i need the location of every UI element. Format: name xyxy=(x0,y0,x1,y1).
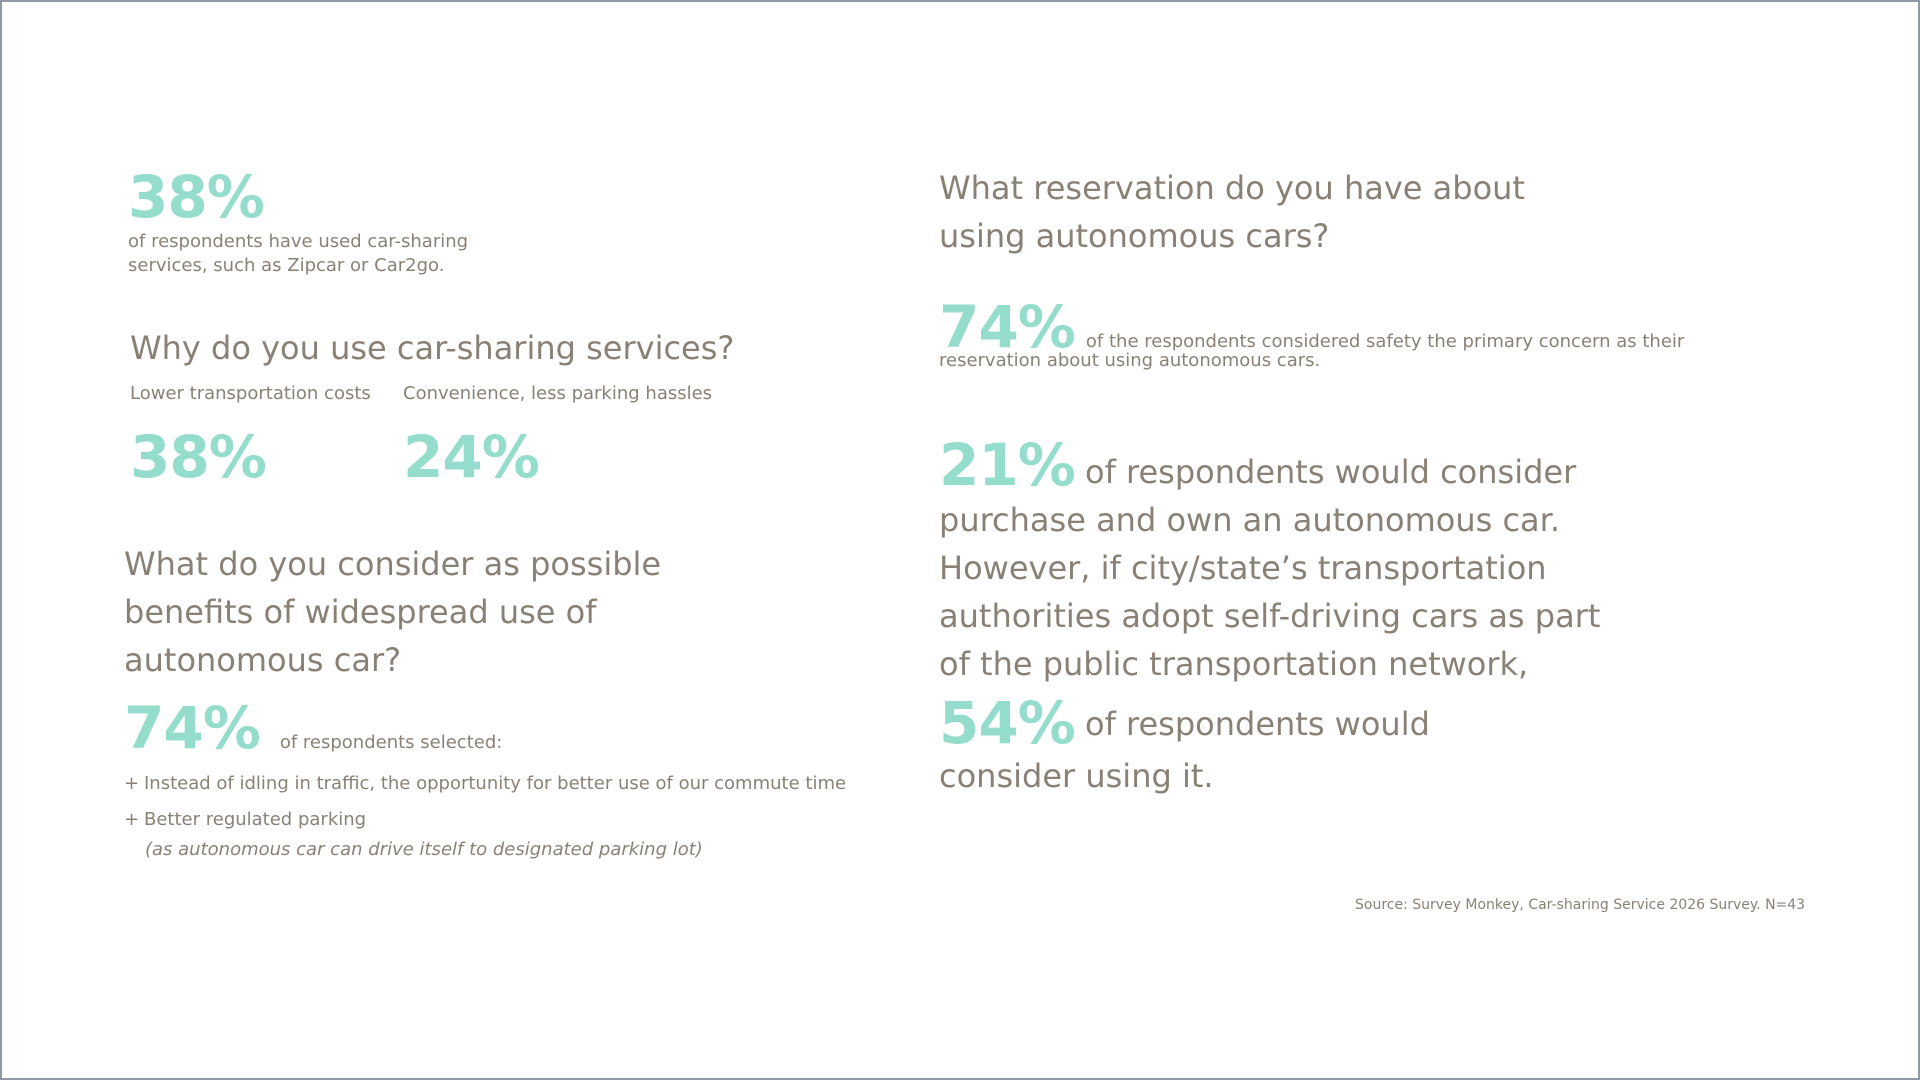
reason-percent: 38% xyxy=(130,423,266,491)
stat-car-sharing-usage-text xyxy=(128,230,528,278)
question-line: using autonomous cars? xyxy=(939,217,1330,255)
plus-bullet-icon: + xyxy=(124,809,140,830)
paragraph-line: purchase and own an autonomous car. xyxy=(939,501,1561,539)
paragraph-text: of respondents would consider xyxy=(1085,453,1577,491)
ownership-paragraph xyxy=(939,431,1659,800)
benefit-note: (as autonomous car can drive itself to designated parking lot) xyxy=(145,839,703,860)
reason-label: Convenience, less parking hassles xyxy=(403,383,713,404)
stat-car-sharing-usage-percent: 38% xyxy=(128,163,264,231)
paragraph-line: However, if city/state’s transportation xyxy=(939,549,1547,587)
paragraph-line: authorities adopt self-driving cars as part xyxy=(939,597,1601,635)
safety-percent: 74% xyxy=(939,293,1075,361)
stat-text-line: services, such as Zipcar or Car2go. xyxy=(128,255,445,276)
list-item xyxy=(124,808,846,832)
question-reservation xyxy=(939,164,1579,260)
question-line: autonomous car? xyxy=(124,641,402,679)
question-line: What reservation do you have about xyxy=(939,169,1525,207)
paragraph-line xyxy=(939,689,1659,757)
reason-lower-costs xyxy=(130,382,371,491)
benefit-text: Instead of idling in traffic, the opportunity for better use of our commute time xyxy=(144,773,847,794)
paragraph-line: of the public transportation network, xyxy=(939,645,1529,683)
benefits-list xyxy=(124,772,846,844)
safety-text-line: of the respondents considered safety the primary concern as their xyxy=(1085,331,1685,352)
reason-convenience xyxy=(403,382,713,491)
list-item xyxy=(124,772,846,796)
question-benefits xyxy=(124,540,744,684)
source-citation: Source: Survey Monkey, Car-sharing Service 2026 Survey. N=43 xyxy=(1355,897,1806,913)
safety-text-line: reservation about using autonomous cars. xyxy=(939,350,1321,371)
paragraph-line: consider using it. xyxy=(939,757,1214,795)
paragraph-line xyxy=(939,431,1659,499)
question-line: What do you consider as possible xyxy=(124,545,662,583)
ownership-percent: 21% xyxy=(939,431,1075,499)
benefit-text: Better regulated parking xyxy=(144,809,367,830)
paragraph-text: of respondents would xyxy=(1085,705,1430,743)
benefits-lead-text: of respondents selected: xyxy=(279,732,503,753)
plus-bullet-icon: + xyxy=(124,773,140,794)
benefits-stat xyxy=(124,694,503,762)
question-why-use-car-sharing: Why do you use car-sharing services? xyxy=(130,329,735,367)
question-line: benefits of widespread use of xyxy=(124,593,597,631)
reason-label: Lower transportation costs xyxy=(130,383,371,404)
reason-percent: 24% xyxy=(403,423,539,491)
stat-text-line: of respondents have used car-sharing xyxy=(128,231,469,252)
benefits-percent: 74% xyxy=(124,694,260,762)
public-transit-percent: 54% xyxy=(939,689,1075,757)
